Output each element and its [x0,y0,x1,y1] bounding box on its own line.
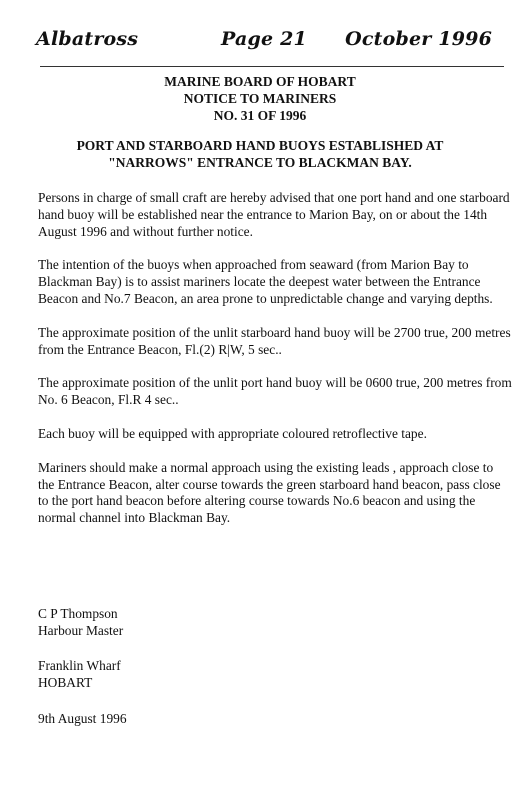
paragraph-approach: Mariners should make a normal approach using the existing leads , approach close to the Entrance Beacon, alter course towards the green starboard hand beacon, pass close to the port hand beacon before altering course towards No.6 beacon and using the normal channel into Blackman Bay. [38,459,501,526]
notice-date [38,710,127,727]
paragraph-starboard-buoy: The approximate position of the unlit starboard hand buoy will be 2700 true, 200 metres from the Entrance Beacon, Fl.(2) R|W, 5 sec.. [38,324,511,357]
notice-heading [0,73,520,124]
notice-title-line-1: PORT AND STARBOARD HAND BUOYS ESTABLISHED AT [76,138,444,153]
address-block [38,657,121,691]
notice-title-line-2: "NARROWS" ENTRANCE TO BLACKMAN BAY. [108,155,412,170]
signatory-block [38,605,123,639]
paragraph-intention: The intention of the buoys when approached from seaward (from Marion Bay to Blackman Bay) is to assist mariners locate the deepest water between the Entrance Beacon and No.7 Beacon, an area prone to unpredictable change and varying depths. [38,257,493,306]
notice-type: NOTICE TO MARINERS [183,91,337,106]
header-page-number: Page 21 [221,28,307,50]
header-divider [40,66,504,67]
notice-number: NO. 31 OF 1996 [213,108,307,123]
paragraph-port-buoy: The approximate position of the unlit port hand buoy will be 0600 true, 200 metres from No. 6 Beacon, Fl.R 4 sec.. [38,375,512,408]
signatory-role: Harbour Master [38,623,124,638]
paragraph-retroflective-tape: Each buoy will be equipped with appropriate coloured retroflective tape. [38,425,427,441]
page-header [36,28,492,58]
address-line-1: Franklin Wharf [38,658,121,673]
paragraph-advisory: Persons in charge of small craft are hereby advised that one port hand and one starboard hand buoy will be established near the entrance to Marion Bay, on or about the 14th August 1996 and without further notice. [38,190,510,239]
notice-body [38,190,512,544]
notice-date-text: 9th August 1996 [38,711,127,726]
address-line-2: HOBART [38,675,93,690]
board-name: MARINE BOARD OF HOBART [164,74,356,89]
signatory-name: C P Thompson [38,606,118,621]
header-publication: Albatross [36,28,139,50]
notice-title [0,137,520,171]
header-date: October 1996 [345,28,492,50]
